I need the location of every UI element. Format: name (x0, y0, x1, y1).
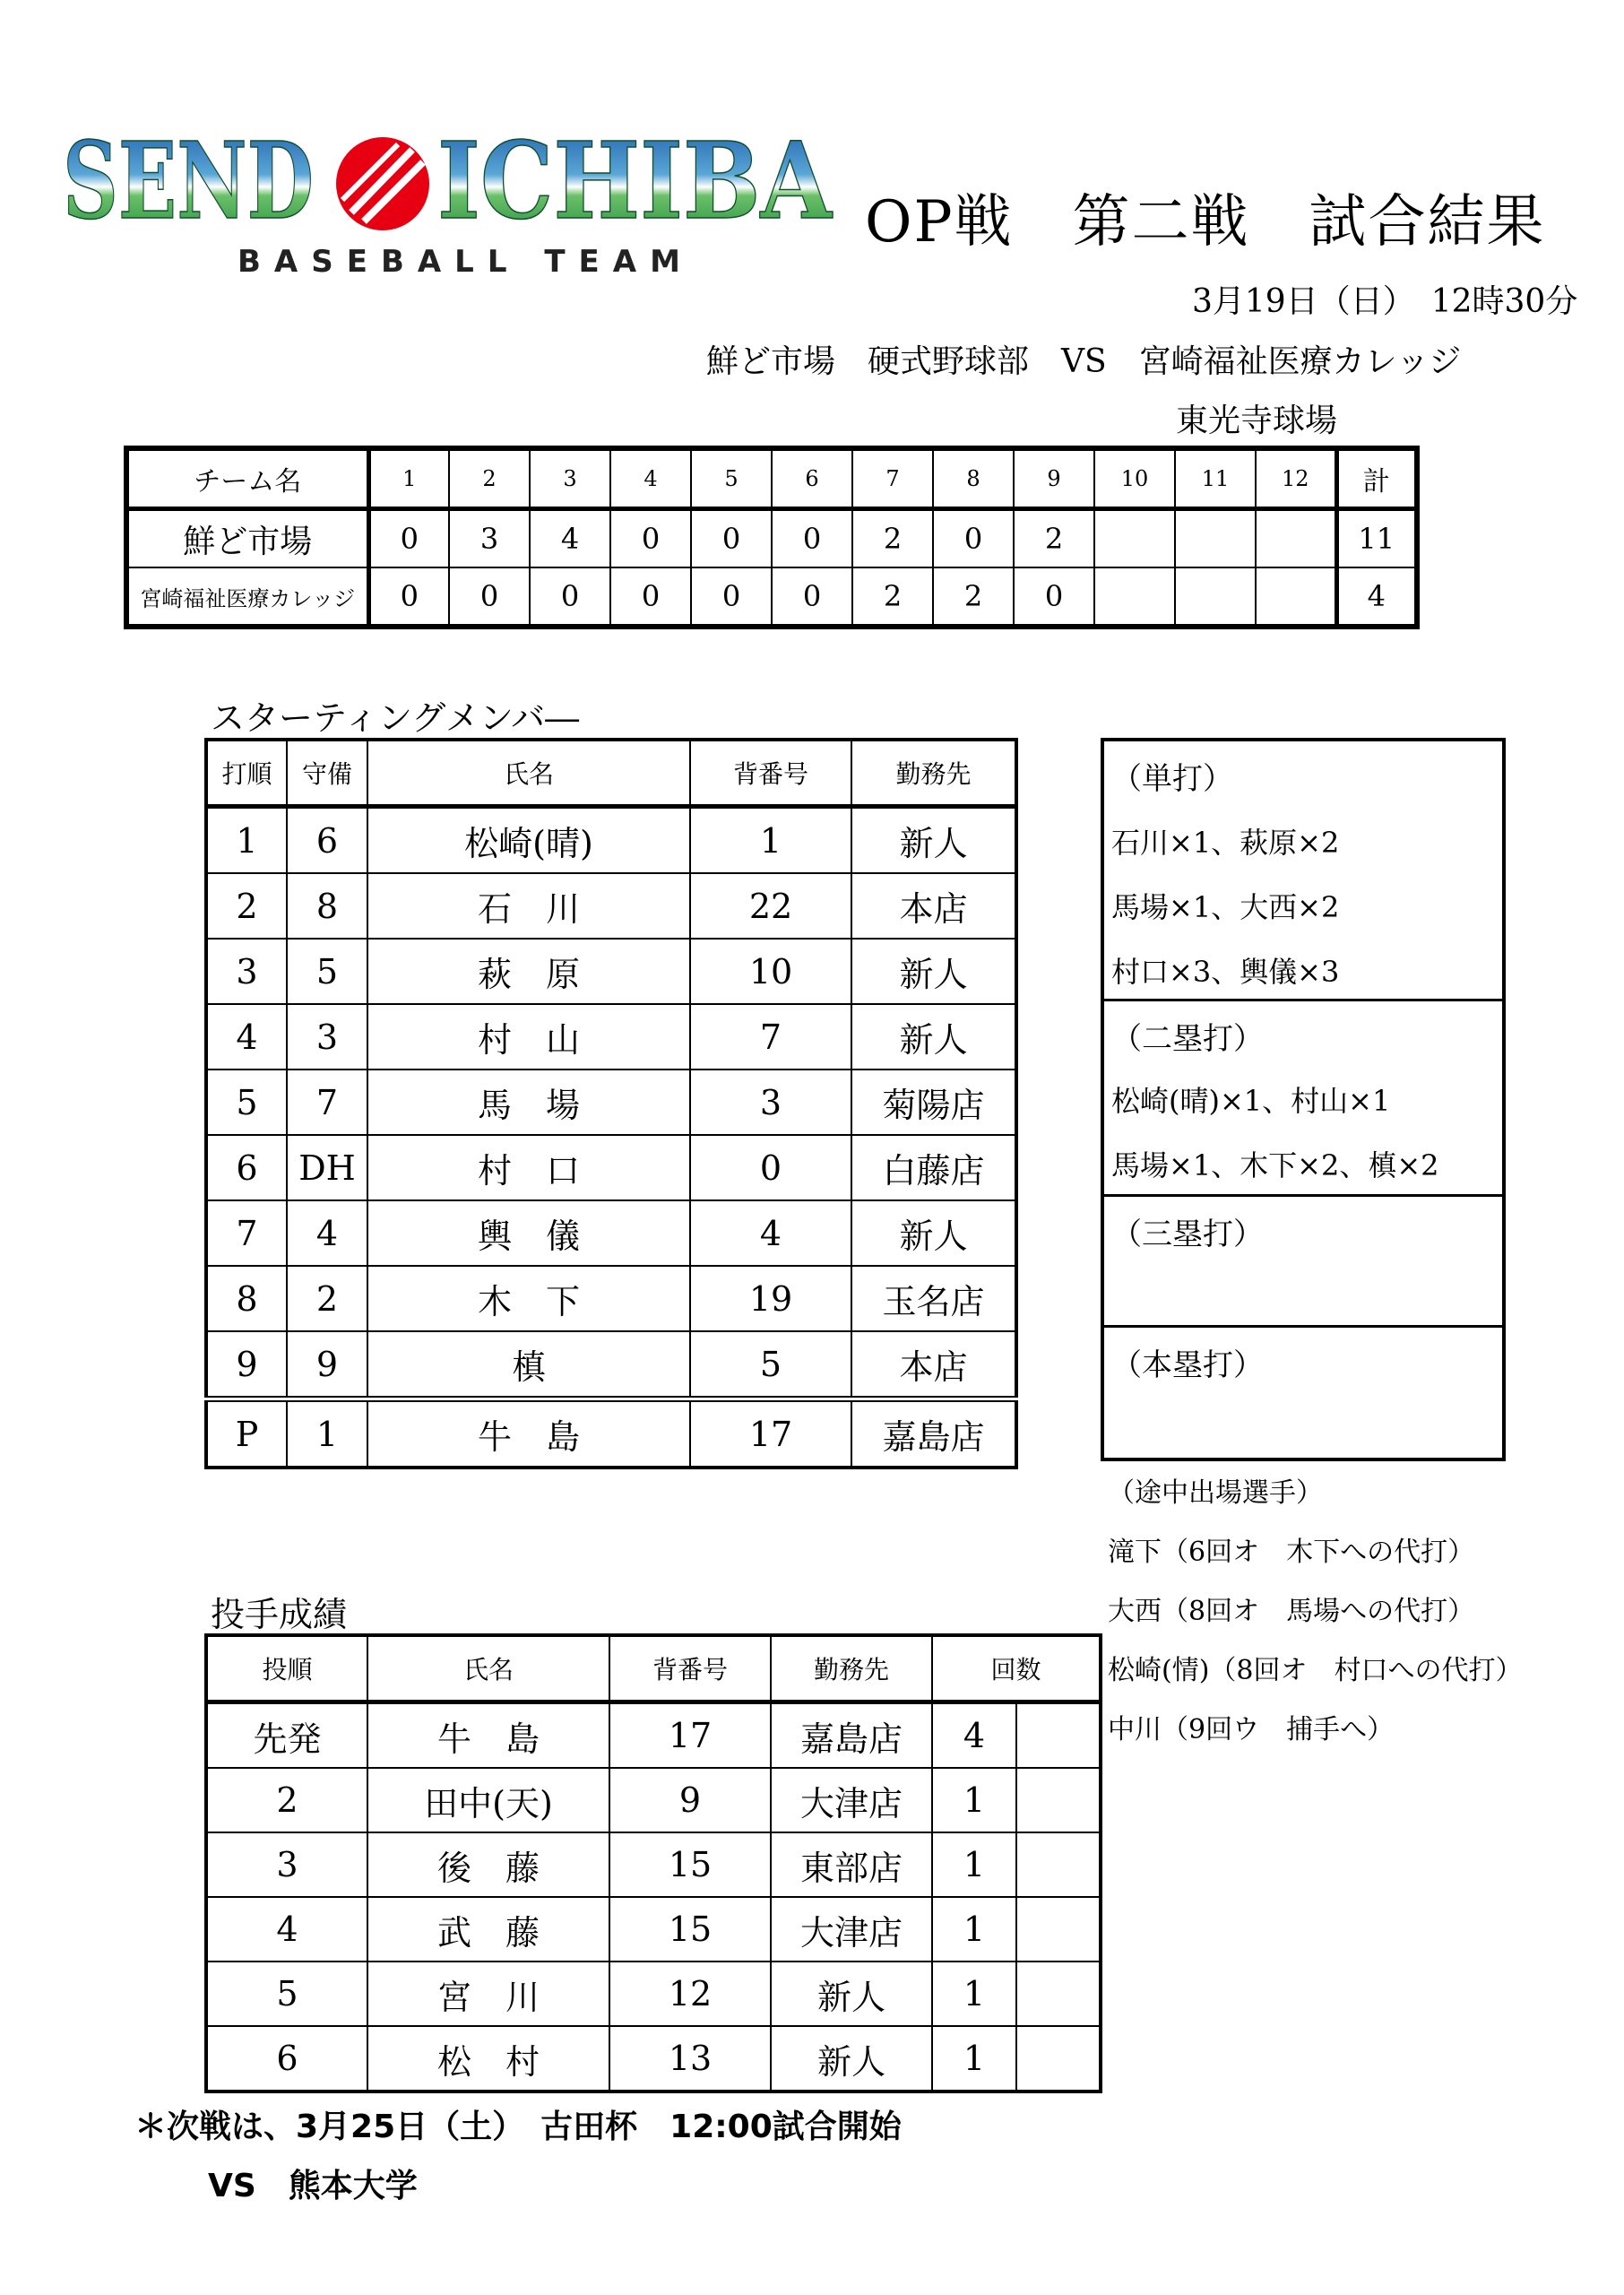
inning-score: 0 (449, 567, 530, 627)
innings-pitched: 1 (932, 1768, 1016, 1832)
innings-pitched: 1 (932, 1897, 1016, 1962)
team-header: チーム名 (126, 448, 368, 509)
venue: 東光寺球場 (1176, 403, 1338, 439)
innings-pitched: 4 (932, 1702, 1016, 1769)
inning-score: 2 (852, 567, 933, 627)
workplace: 玉名店 (851, 1266, 1016, 1331)
workplace: 新人 (771, 1962, 932, 2026)
inning-header: 9 (1014, 448, 1094, 509)
workplace: 大津店 (771, 1768, 932, 1832)
column-header: 背番号 (609, 1635, 771, 1702)
scoreboard-row (126, 509, 1417, 568)
substitutes-title: （途中出場選手） (1108, 1477, 1323, 1509)
innings-fraction (1016, 1768, 1101, 1832)
scoreboard-row (126, 567, 1417, 627)
player-name: 村 口 (367, 1135, 690, 1200)
innings-fraction (1016, 1897, 1101, 1962)
pitching-order: 先発 (206, 1702, 367, 1769)
uniform-number: 4 (690, 1200, 851, 1266)
inning-score (1256, 509, 1336, 568)
inning-score: 0 (772, 567, 852, 627)
uniform-number: 0 (690, 1135, 851, 1200)
workplace: 白藤店 (851, 1135, 1016, 1200)
inning-score: 0 (691, 509, 772, 568)
starting-members-table (204, 738, 1018, 1469)
doubles-label: （二塁打） (1111, 1021, 1264, 1057)
inning-score (1175, 567, 1256, 627)
table-row (206, 1266, 1016, 1331)
triples-label: （三塁打） (1111, 1217, 1264, 1252)
table-row (206, 1004, 1016, 1070)
inning-header: 3 (530, 448, 610, 509)
inning-score: 0 (933, 509, 1014, 568)
inning-header: 8 (933, 448, 1014, 509)
workplace: 新人 (851, 939, 1016, 1004)
workplace: 新人 (851, 1004, 1016, 1070)
list-item: 松崎(情)（8回オ 村口への代打） (1108, 1655, 1523, 1686)
inning-score: 0 (691, 567, 772, 627)
table-row (206, 1897, 1101, 1962)
player-name: 萩 原 (367, 939, 690, 1004)
player-name: 槙 (367, 1331, 690, 1399)
total-score: 4 (1336, 567, 1417, 627)
column-header: 氏名 (367, 740, 690, 807)
inning-score: 0 (610, 509, 691, 568)
pitching-table (204, 1633, 1102, 2093)
player-name: 宮 川 (367, 1962, 609, 2026)
inning-header: 12 (1256, 448, 1336, 509)
column-header: 守備 (287, 740, 367, 807)
doubles-section (1104, 1001, 1502, 1197)
next-game-note: ＊次戦は、3月25日（土） 古田杯 12:00試合開始 (134, 2109, 902, 2145)
table-row (206, 939, 1016, 1004)
starting-header-row (206, 740, 1016, 807)
table-row (206, 1832, 1101, 1897)
table-row (206, 1070, 1016, 1135)
inning-score: 3 (449, 509, 530, 568)
batting-order: 8 (206, 1266, 287, 1331)
innings-pitched: 1 (932, 2026, 1016, 2091)
innings-fraction (1016, 1702, 1101, 1769)
page-title: OP戦 第二戦 試合結果 (865, 189, 1546, 255)
workplace: 大津店 (771, 1897, 932, 1962)
inning-score: 0 (1014, 567, 1094, 627)
table-row (206, 1768, 1101, 1832)
column-header: 回数 (932, 1635, 1101, 1702)
inning-score (1094, 567, 1175, 627)
pitcher-row (206, 1399, 1016, 1468)
innings-fraction (1016, 1832, 1101, 1897)
pitching-order: 5 (206, 1962, 367, 2026)
singles-section (1104, 741, 1502, 1001)
inning-score: 0 (530, 567, 610, 627)
position: 5 (287, 939, 367, 1004)
table-row (206, 1962, 1101, 2026)
uniform-number: 10 (690, 939, 851, 1004)
uniform-number: 5 (690, 1331, 851, 1399)
position: 7 (287, 1070, 367, 1135)
workplace: 新人 (771, 2026, 932, 2091)
workplace: 嘉島店 (851, 1399, 1016, 1468)
pitching-order: 6 (206, 2026, 367, 2091)
batting-order: 4 (206, 1004, 287, 1070)
batting-order: 3 (206, 939, 287, 1004)
team-name: 鮮ど市場 (126, 509, 368, 568)
pitching-order: 3 (206, 1832, 367, 1897)
inning-header: 2 (449, 448, 530, 509)
player-name: 牛 島 (367, 1399, 690, 1468)
innings-pitched: 1 (932, 1962, 1016, 2026)
uniform-number: 1 (690, 807, 851, 874)
inning-score (1175, 509, 1256, 568)
pitching-title: 投手成績 (211, 1595, 348, 1634)
inning-score: 2 (852, 509, 933, 568)
list-item: 中川（9回ウ 捕手へ） (1108, 1714, 1395, 1745)
logo-subtitle: BASEBALL TEAM (238, 244, 694, 280)
substitutes-list (1108, 1470, 1523, 1766)
player-name: 木 下 (367, 1266, 690, 1331)
list-item: 滝下（6回オ 木下への代打） (1108, 1537, 1475, 1568)
hits-summary-box (1101, 738, 1506, 1461)
uniform-number: 7 (690, 1004, 851, 1070)
position: 6 (287, 807, 367, 874)
innings-pitched: 1 (932, 1832, 1016, 1897)
uniform-number: 15 (609, 1897, 771, 1962)
column-header: 打順 (206, 740, 287, 807)
position: 9 (287, 1331, 367, 1399)
inning-score: 0 (368, 567, 449, 627)
triples-section (1104, 1197, 1502, 1328)
table-row (206, 1331, 1016, 1399)
inning-header: 11 (1175, 448, 1256, 509)
player-name: 後 藤 (367, 1832, 609, 1897)
table-row (206, 1200, 1016, 1266)
position: 1 (287, 1399, 367, 1468)
uniform-number: 13 (609, 2026, 771, 2091)
pitching-order: 4 (206, 1897, 367, 1962)
player-name: 馬 場 (367, 1070, 690, 1135)
inning-score (1094, 509, 1175, 568)
player-name: 武 藤 (367, 1897, 609, 1962)
column-header: 勤務先 (771, 1635, 932, 1702)
workplace: 新人 (851, 1200, 1016, 1266)
uniform-number: 12 (609, 1962, 771, 2026)
position: 4 (287, 1200, 367, 1266)
singles-line: 石川×1、萩原×2 (1111, 826, 1340, 860)
column-header: 投順 (206, 1635, 367, 1702)
batting-order: 7 (206, 1200, 287, 1266)
uniform-number: 17 (690, 1399, 851, 1468)
inning-header: 10 (1094, 448, 1175, 509)
batting-order: P (206, 1399, 287, 1468)
player-name: 松 村 (367, 2026, 609, 2091)
inning-header: 5 (691, 448, 772, 509)
starting-members-title: スターティングメンバ― (211, 698, 580, 738)
batting-order: 6 (206, 1135, 287, 1200)
scoreboard-header-row (126, 448, 1417, 509)
singles-line: 馬場×1、大西×2 (1111, 890, 1340, 924)
workplace: 新人 (851, 807, 1016, 874)
singles-line: 村口×3、輿儀×3 (1111, 955, 1340, 989)
pitching-header-row (206, 1635, 1101, 1702)
uniform-number: 15 (609, 1832, 771, 1897)
logo-ball-mark (336, 137, 429, 230)
player-name: 輿 儀 (367, 1200, 690, 1266)
inning-score: 0 (368, 509, 449, 568)
workplace: 菊陽店 (851, 1070, 1016, 1135)
doubles-line: 馬場×1、木下×2、槙×2 (1111, 1148, 1439, 1182)
inning-score: 0 (610, 567, 691, 627)
player-name: 石 川 (367, 873, 690, 939)
inning-score: 0 (772, 509, 852, 568)
svg-text:ICHIBA: ICHIBA (437, 118, 834, 243)
batting-order: 9 (206, 1331, 287, 1399)
table-row (206, 1135, 1016, 1200)
svg-text:SEND: SEND (63, 118, 314, 243)
singles-label: （単打） (1111, 761, 1233, 797)
inning-header: 7 (852, 448, 933, 509)
batting-order: 2 (206, 873, 287, 939)
player-name: 牛 島 (367, 1702, 609, 1769)
innings-fraction (1016, 2026, 1101, 2091)
player-name: 松崎(晴) (367, 807, 690, 874)
uniform-number: 9 (609, 1768, 771, 1832)
table-row (206, 1702, 1101, 1769)
workplace: 本店 (851, 1331, 1016, 1399)
inning-score: 2 (1014, 509, 1094, 568)
workplace: 嘉島店 (771, 1702, 932, 1769)
workplace: 本店 (851, 873, 1016, 939)
column-header: 勤務先 (851, 740, 1016, 807)
table-row (206, 873, 1016, 939)
position: 3 (287, 1004, 367, 1070)
column-header: 背番号 (690, 740, 851, 807)
inning-score (1256, 567, 1336, 627)
inning-header: 4 (610, 448, 691, 509)
game-date: 3月19日（日） 12時30分 (1192, 283, 1578, 320)
position: DH (287, 1135, 367, 1200)
pitching-order: 2 (206, 1768, 367, 1832)
table-row (206, 2026, 1101, 2091)
batting-order: 1 (206, 807, 287, 874)
uniform-number: 3 (690, 1070, 851, 1135)
workplace: 東部店 (771, 1832, 932, 1897)
team-name: 宮崎福祉医療カレッジ (126, 567, 368, 627)
batting-order: 5 (206, 1070, 287, 1135)
inning-header: 1 (368, 448, 449, 509)
inning-header: 6 (772, 448, 852, 509)
doubles-line: 松崎(晴)×1、村山×1 (1111, 1084, 1391, 1118)
homeruns-section (1104, 1328, 1502, 1459)
uniform-number: 19 (690, 1266, 851, 1331)
position: 2 (287, 1266, 367, 1331)
innings-fraction (1016, 1962, 1101, 2026)
scoreboard-table (124, 446, 1420, 629)
uniform-number: 22 (690, 873, 851, 939)
column-header: 氏名 (367, 1635, 609, 1702)
total-score: 11 (1336, 509, 1417, 568)
player-name: 田中(天) (367, 1768, 609, 1832)
matchup: 鮮ど市場 硬式野球部 VS 宮崎福祉医療カレッジ (706, 343, 1462, 380)
next-opponent: VS 熊本大学 (208, 2168, 418, 2204)
list-item: 大西（8回オ 馬場への代打） (1108, 1596, 1475, 1627)
table-row (206, 807, 1016, 874)
uniform-number: 17 (609, 1702, 771, 1769)
inning-score: 2 (933, 567, 1014, 627)
position: 8 (287, 873, 367, 939)
homeruns-label: （本塁打） (1111, 1347, 1264, 1383)
inning-score: 4 (530, 509, 610, 568)
total-header: 計 (1336, 448, 1417, 509)
player-name: 村 山 (367, 1004, 690, 1070)
